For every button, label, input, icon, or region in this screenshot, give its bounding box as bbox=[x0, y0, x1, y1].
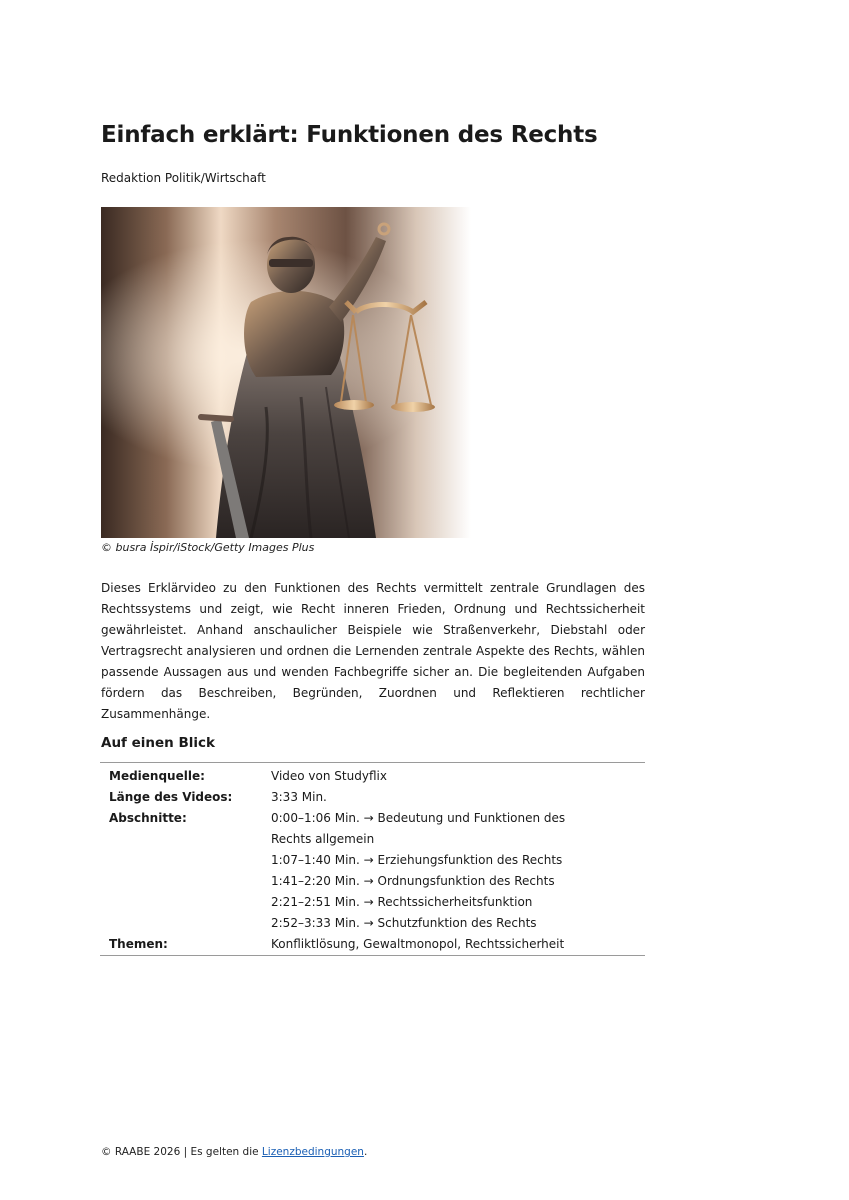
table-row bbox=[100, 892, 645, 913]
overview-value: Video von Studyflix bbox=[271, 769, 387, 783]
overview-value: 2:52–3:33 Min. → Schutzfunktion des Rechts bbox=[271, 916, 537, 930]
footer-suffix: . bbox=[363, 1146, 368, 1158]
overview-value: 1:41–2:20 Min. → Ordnungsfunktion des Rechts bbox=[271, 874, 555, 888]
overview-key bbox=[100, 913, 271, 934]
author-line: Redaktion Politik/Wirtschaft bbox=[101, 171, 266, 185]
table-row bbox=[100, 934, 645, 956]
table-row bbox=[100, 871, 645, 892]
overview-value: Konfliktlösung, Gewaltmonopol, Rechtssicherheit bbox=[271, 937, 565, 951]
table-row bbox=[100, 808, 645, 850]
license-link[interactable]: Lizenzbedingungen bbox=[261, 1146, 364, 1158]
justitia-statue-icon bbox=[101, 207, 645, 538]
image-caption: © busra İspir/iStock/Getty Images Plus bbox=[101, 541, 315, 554]
overview-value: 0:00–1:06 Min. → Bedeutung und Funktionen des Rechts allgemein bbox=[271, 811, 566, 846]
overview-key: Abschnitte: bbox=[109, 811, 187, 825]
overview-table bbox=[100, 762, 645, 956]
page-footer bbox=[101, 1146, 367, 1158]
page-title: Einfach erklärt: Funktionen des Rechts bbox=[101, 122, 598, 148]
table-row bbox=[100, 787, 645, 808]
hero-image bbox=[101, 207, 645, 538]
intro-paragraph: Dieses Erklärvideo zu den Funktionen des Rechts vermittelt zentrale Grundlagen des Rechtssystems und zeigt, wie Recht inneren Frieden, Ordnung und Rechtssicherheit gewährleistet. Anhand anschaulicher Beispiele wie Straßenverkehr, Diebstahl oder Vertragsrecht analysieren und ordnen die Lernenden zentrale Aspekte des Rechts, wählen passende Aussagen aus und wenden Fachbegriffe sicher an. Die begleitenden Aufgaben fördern das Beschreiben, Begründen, Zuordnen und Reflektieren rechtlicher Zusammenhänge. bbox=[101, 581, 645, 721]
table-row bbox=[100, 850, 645, 871]
overview-key: Themen: bbox=[109, 937, 168, 951]
overview-key bbox=[100, 850, 271, 871]
overview-value: 3:33 Min. bbox=[271, 790, 327, 804]
overview-key: Medienquelle: bbox=[109, 769, 205, 783]
overview-key bbox=[100, 871, 271, 892]
table-row bbox=[100, 913, 645, 934]
overview-heading: Auf einen Blick bbox=[101, 735, 216, 751]
overview-value: 2:21–2:51 Min. → Rechtssicherheitsfunktion bbox=[271, 895, 533, 909]
overview-value: 1:07–1:40 Min. → Erziehungsfunktion des Rechts bbox=[271, 853, 563, 867]
footer-copyright: © RAABE 2026 | Es gelten die bbox=[101, 1146, 262, 1158]
table-row bbox=[100, 763, 645, 788]
overview-key bbox=[100, 892, 271, 913]
overview-key: Länge des Videos: bbox=[109, 790, 233, 804]
